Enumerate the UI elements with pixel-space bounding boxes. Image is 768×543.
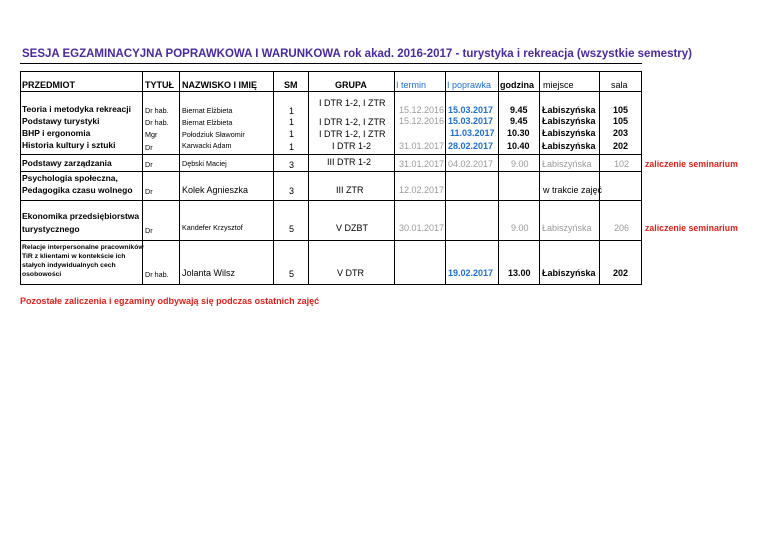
header-tytul: TYTUŁ — [145, 80, 174, 90]
header-miejsce: miejsce — [543, 80, 574, 90]
header-poprawka: I poprawka — [447, 80, 492, 90]
page-title: SESJA EGZAMINACYJNA POPRAWKOWA I WARUNKOWA rok akad. 2016-2017 - turystyka i rekreacja (wszystkie semestry) — [22, 48, 692, 60]
status-note: zaliczenie seminarium — [645, 159, 738, 169]
footer-note: Pozostałe zaliczenia i egzaminy odbywają się podczas ostatnich zajęć — [20, 296, 320, 306]
header-godzina: godzina — [500, 80, 534, 90]
header-sala: sala — [611, 80, 628, 90]
header-nazwisko: NAZWISKO I IMIĘ — [182, 80, 257, 90]
status-note: zaliczenie seminarium — [645, 223, 738, 233]
header-grupa: GRUPA — [335, 80, 367, 90]
header-termin1: I termin — [396, 80, 427, 90]
row0-grupa: I DTR 1-2, I ZTR — [319, 98, 386, 108]
title-underline — [20, 63, 642, 64]
header-sm: SM — [284, 80, 298, 90]
header-przedmiot: PRZEDMIOT — [22, 80, 75, 90]
